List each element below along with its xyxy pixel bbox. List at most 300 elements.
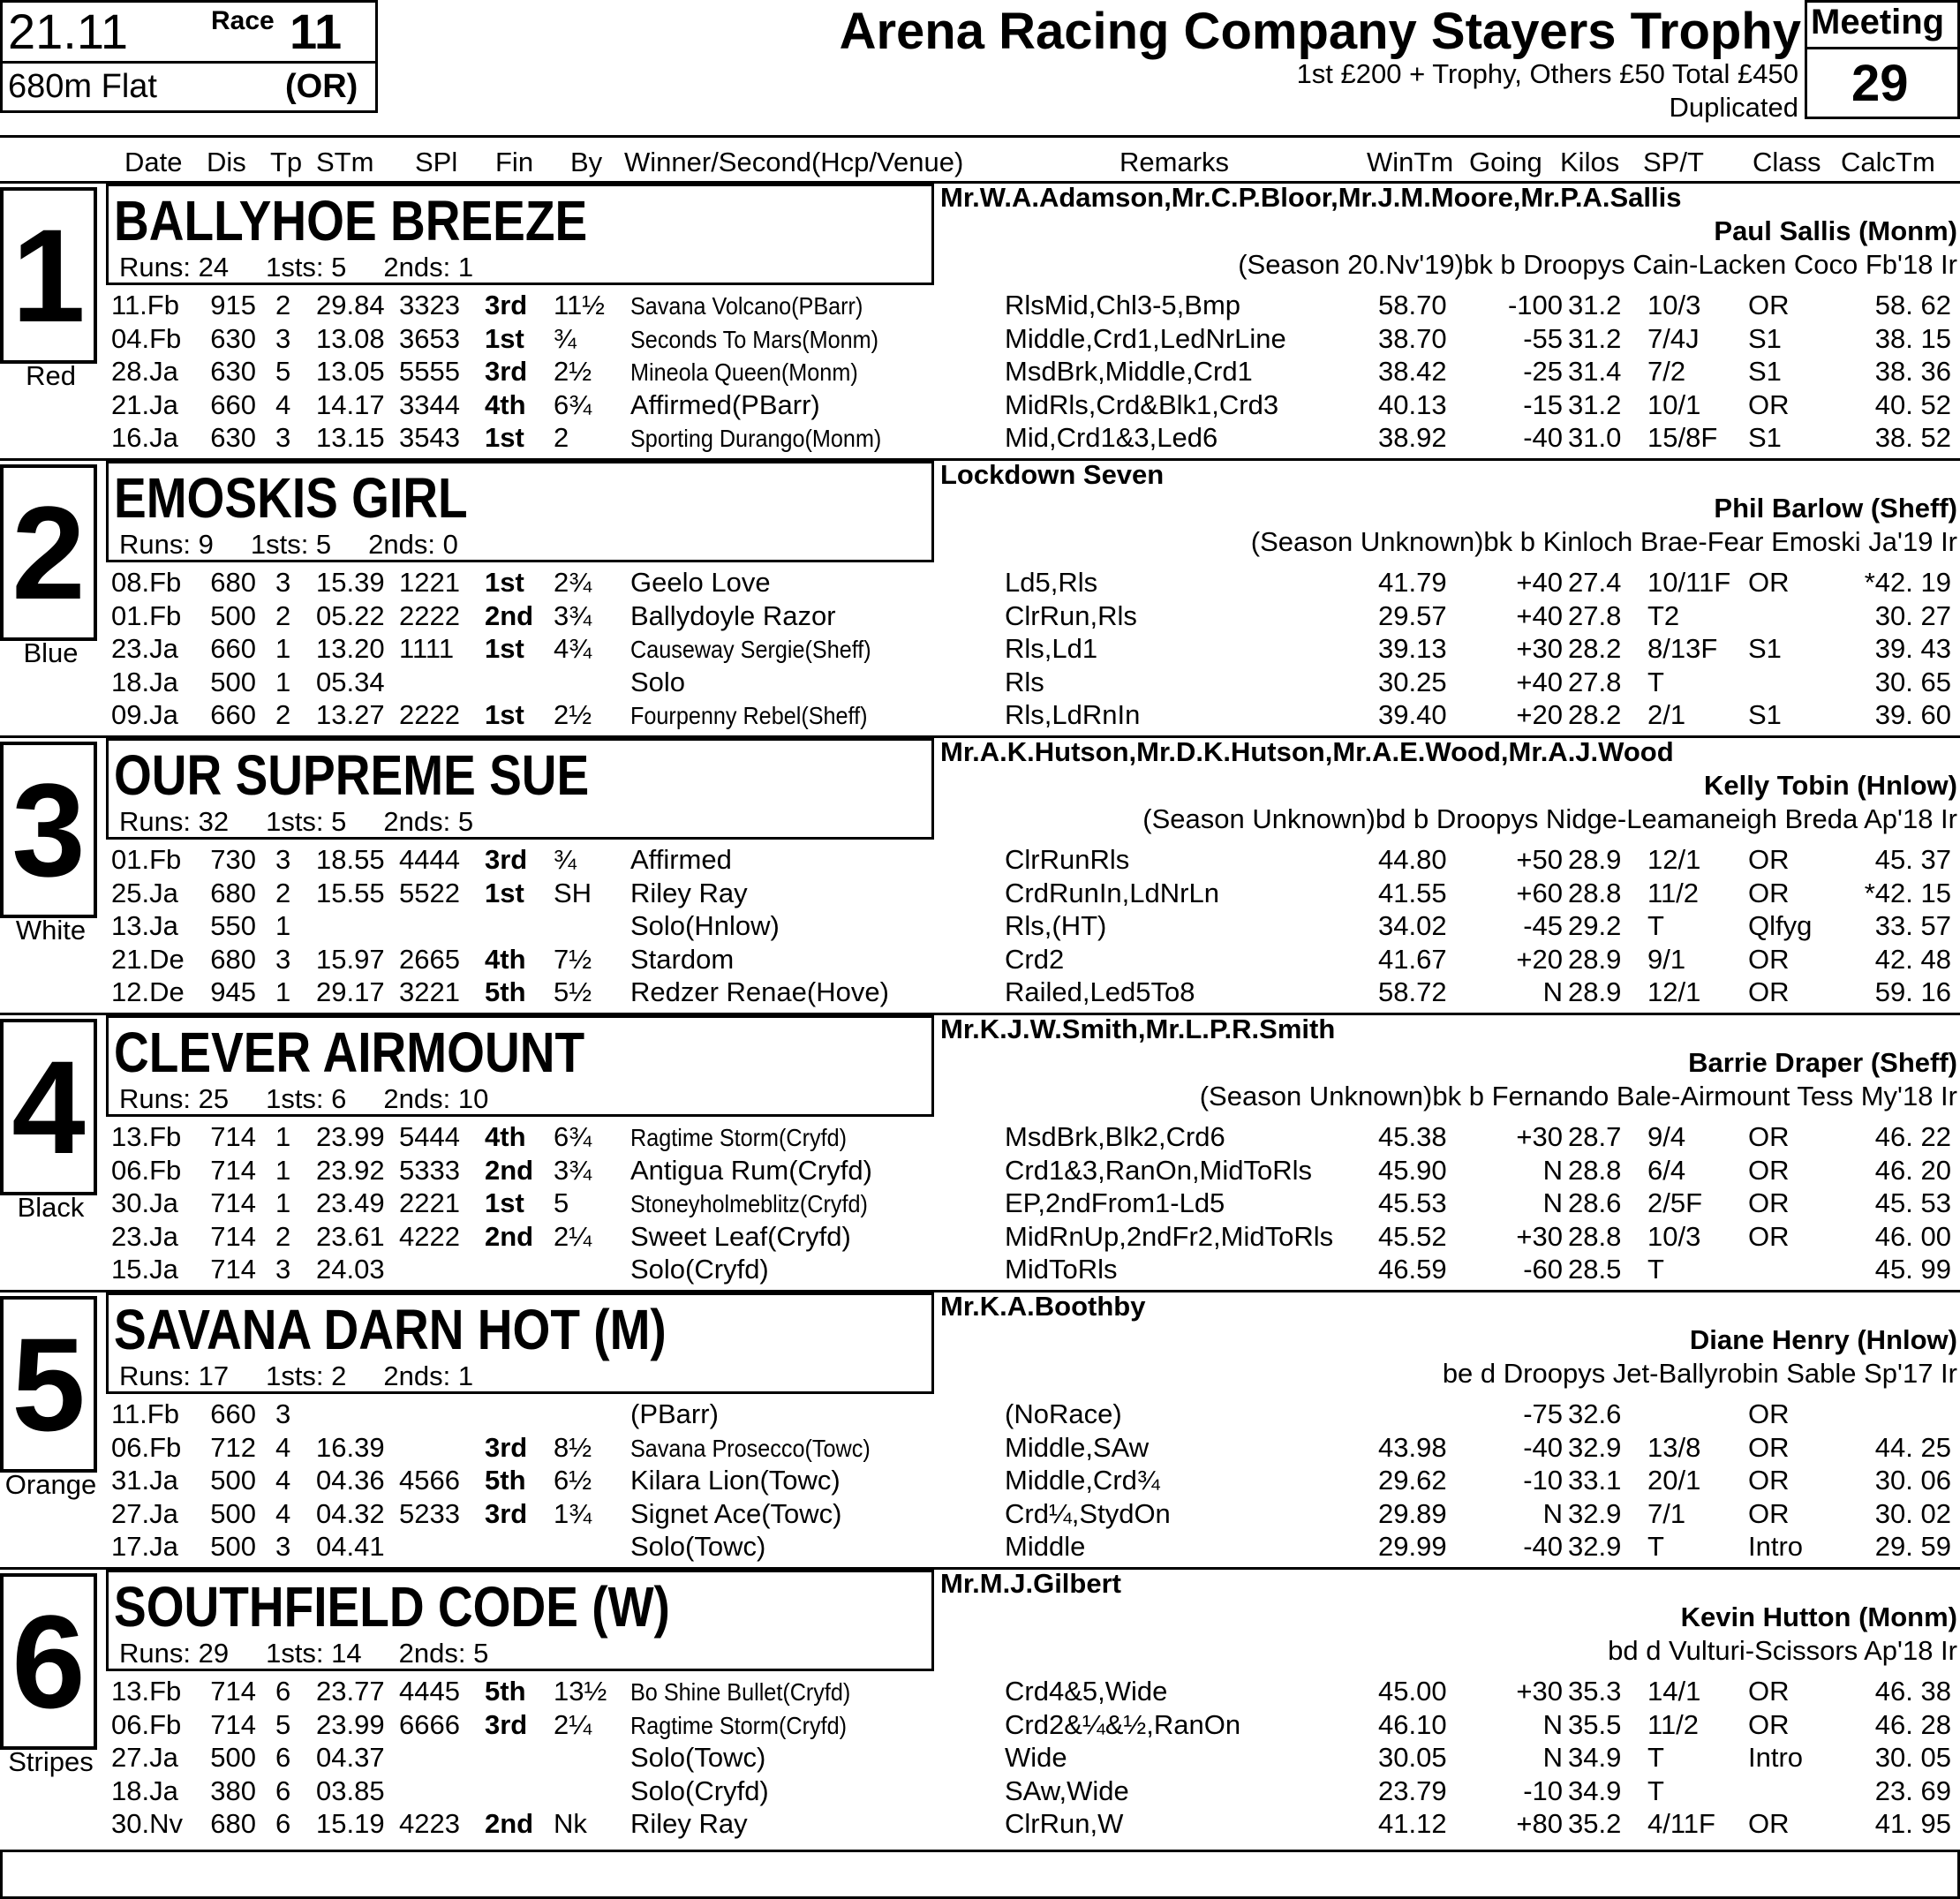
- form-cell-going: N: [1542, 1708, 1563, 1740]
- form-cell-spl: 4223: [399, 1808, 460, 1840]
- form-cell-wintm: 46.10: [1378, 1708, 1447, 1740]
- form-cell-fin: 1st: [485, 1187, 524, 1219]
- form-cell-stm: 15.39: [316, 567, 385, 598]
- form-row: [0, 1221, 1960, 1254]
- form-cell-by: 3¾: [554, 599, 592, 631]
- trap-number: 6: [0, 1573, 97, 1750]
- form-cell-remarks: Middle,Crd¾: [1005, 1465, 1160, 1496]
- form-cell-dis: 680: [210, 943, 256, 975]
- form-cell-date: 18.Ja: [111, 666, 178, 697]
- form-cell-stm: 16.39: [316, 1431, 385, 1463]
- form-cell-class: OR: [1748, 1465, 1790, 1496]
- form-cell-wintm: 41.55: [1378, 877, 1447, 908]
- form-cell-spl: 2222: [399, 699, 460, 731]
- form-cell-wintm: 29.57: [1378, 599, 1447, 631]
- form-cell-fin: 5th: [485, 1465, 526, 1496]
- runner-stat-firsts: 1sts: 14: [266, 1638, 362, 1669]
- form-cell-winner: [630, 1709, 871, 1741]
- form-cell-calctm: 46. 22: [1874, 1121, 1951, 1152]
- form-cell-tp: 3: [275, 567, 291, 598]
- form-cell-remarks: Crd¼,StydOn: [1005, 1497, 1171, 1529]
- col-winner: Winner/Second(Hcp/Venue): [624, 147, 964, 177]
- form-cell-spl: 3653: [399, 322, 460, 354]
- form-cell-dis: 500: [210, 1742, 256, 1774]
- form-cell-spt: 7/4J: [1647, 322, 1700, 354]
- form-cell-kilos: 35.5: [1568, 1708, 1622, 1740]
- form-cell-spt: 6/4: [1647, 1154, 1686, 1186]
- form-cell-fin: 2nd: [485, 1220, 534, 1252]
- form-cell-kilos: 28.6: [1568, 1187, 1622, 1219]
- form-cell-spl: 3221: [399, 976, 460, 1008]
- form-cell-going: +30: [1516, 1121, 1563, 1152]
- form-cell-dis: 680: [210, 1808, 256, 1840]
- form-cell-stm: 05.22: [316, 599, 385, 631]
- runner-name-box: [106, 1570, 934, 1671]
- form-row: [0, 422, 1960, 455]
- form-cell-class: OR: [1748, 1398, 1790, 1429]
- form-cell-tp: 1: [275, 666, 291, 697]
- form-cell-wintm: 39.40: [1378, 699, 1447, 731]
- form-cell-wintm: 58.70: [1378, 290, 1447, 320]
- form-cell-date: 04.Fb: [111, 322, 182, 354]
- form-cell-going: +40: [1516, 599, 1563, 631]
- runner-trainer: Diane Henry (Hnlow): [1689, 1324, 1957, 1355]
- form-cell-spt: 20/1: [1647, 1465, 1701, 1496]
- form-cell-remarks: Crd2&¼&½,RanOn: [1005, 1708, 1241, 1740]
- form-cell-dis: 630: [210, 356, 256, 388]
- form-row: [0, 1808, 1960, 1841]
- form-cell-remarks: Crd1&3,RanOn,MidToRls: [1005, 1154, 1313, 1186]
- form-cell-stm: 03.85: [316, 1775, 385, 1806]
- form-cell-stm: 14.17: [316, 388, 385, 420]
- form-winner-text: Stoneyholmeblitz(Cryfd): [630, 1190, 868, 1218]
- form-cell-class: OR: [1748, 1220, 1790, 1252]
- form-cell-spl: 5333: [399, 1154, 460, 1186]
- form-cell-stm: 05.34: [316, 666, 385, 697]
- form-cell-wintm: 46.59: [1378, 1254, 1447, 1285]
- form-row: [0, 1676, 1960, 1708]
- form-cell-spt: 14/1: [1647, 1676, 1701, 1707]
- form-cell-spt: 10/11F: [1647, 567, 1731, 598]
- form-cell-winner: [630, 1121, 871, 1153]
- form-cell-calctm: 39. 60: [1874, 699, 1951, 731]
- form-cell-stm: 04.36: [316, 1465, 385, 1496]
- form-cell-date: 13.Ja: [111, 910, 178, 942]
- col-wintm: WinTm: [1367, 147, 1454, 177]
- form-cell-fin: 3rd: [485, 356, 528, 388]
- form-cell-spl: 2221: [399, 1187, 460, 1219]
- col-spl: SPl: [415, 147, 458, 177]
- form-cell-class: OR: [1748, 943, 1790, 975]
- form-cell-remarks: RlsMid,Chl3-5,Bmp: [1005, 290, 1241, 320]
- trap-number: 5: [0, 1296, 97, 1473]
- col-date: Date: [124, 147, 183, 177]
- form-cell-date: 15.Ja: [111, 1254, 178, 1285]
- form-cell-fin: 4th: [485, 1121, 526, 1152]
- form-cell-dis: 714: [210, 1187, 256, 1219]
- form-cell-winner: [630, 1432, 897, 1464]
- form-cell-class: OR: [1748, 1431, 1790, 1463]
- form-cell-by: 2¾: [554, 567, 592, 598]
- runner-stat-runs: Runs: 32: [119, 806, 230, 837]
- form-cell-date: 16.Ja: [111, 422, 178, 454]
- form-cell-spl: 5444: [399, 1121, 460, 1152]
- runner-stat-runs: Runs: 29: [119, 1638, 230, 1669]
- form-cell-spl: 1111: [399, 633, 455, 665]
- form-cell-wintm: 39.13: [1378, 633, 1447, 665]
- form-cell-spl: 4444: [399, 844, 460, 875]
- form-cell-dis: 714: [210, 1676, 256, 1707]
- runner-trainer: Phil Barlow (Sheff): [1714, 493, 1957, 524]
- form-cell-going: +40: [1516, 567, 1563, 598]
- form-cell-calctm: 30. 05: [1874, 1742, 1951, 1774]
- form-cell-date: 18.Ja: [111, 1775, 178, 1806]
- form-cell-date: 21.Ja: [111, 388, 178, 420]
- form-cell-tp: 6: [275, 1742, 291, 1774]
- form-cell-class: OR: [1748, 1676, 1790, 1707]
- form-cell-going: N: [1542, 1497, 1563, 1529]
- form-cell-wintm: 23.79: [1378, 1775, 1447, 1806]
- runner-stats: [119, 1083, 525, 1115]
- form-cell-tp: 1: [275, 976, 291, 1008]
- runner-stat-runs: Runs: 25: [119, 1083, 230, 1114]
- form-cell-winner: Solo(Towc): [630, 1531, 766, 1563]
- form-cell-spt: 12/1: [1647, 976, 1701, 1008]
- form-cell-going: -75: [1523, 1398, 1563, 1429]
- form-cell-kilos: 28.2: [1568, 633, 1622, 665]
- form-cell-spt: 15/8F: [1647, 422, 1718, 454]
- form-cell-winner: Antigua Rum(Cryfd): [630, 1154, 872, 1186]
- form-cell-spt: T: [1647, 1254, 1664, 1285]
- form-cell-going: -10: [1523, 1775, 1563, 1806]
- form-cell-dis: 660: [210, 388, 256, 420]
- form-cell-remarks: MidRnUp,2ndFr2,MidToRls: [1005, 1220, 1334, 1252]
- race-box-divider: [3, 61, 375, 64]
- form-cell-wintm: 45.53: [1378, 1187, 1447, 1219]
- form-cell-remarks: MsdBrk,Blk2,Crd6: [1005, 1121, 1225, 1152]
- form-cell-calctm: 30. 02: [1874, 1497, 1951, 1529]
- form-cell-date: 01.Fb: [111, 599, 182, 631]
- form-cell-wintm: 38.92: [1378, 422, 1447, 454]
- runner-owner: Mr.A.K.Hutson,Mr.D.K.Hutson,Mr.A.E.Wood,Mr.A.J.Wood: [940, 736, 1674, 767]
- runner-stat-firsts: 1sts: 2: [266, 1360, 347, 1391]
- form-cell-fin: 1st: [485, 699, 524, 731]
- runner-name-box: [106, 1015, 934, 1117]
- runner-owner: Lockdown Seven: [940, 459, 1165, 490]
- trap-colour: Black: [17, 1192, 85, 1223]
- runner-breeding: bd d Vulturi-Scissors Ap'18 Ir: [1608, 1635, 1957, 1666]
- form-cell-stm: 04.32: [316, 1497, 385, 1529]
- form-cell-tp: 4: [275, 1497, 291, 1529]
- form-cell-going: N: [1542, 1187, 1563, 1219]
- form-cell-dis: 714: [210, 1220, 256, 1252]
- form-cell-stm: 13.27: [316, 699, 385, 731]
- form-cell-winner: Ballydoyle Razor: [630, 599, 836, 631]
- form-cell-date: 25.Ja: [111, 877, 178, 908]
- form-cell-spt: 13/8: [1647, 1431, 1701, 1463]
- form-cell-date: 06.Fb: [111, 1708, 182, 1740]
- form-cell-calctm: 45. 37: [1874, 844, 1951, 875]
- form-cell-remarks: SAw,Wide: [1005, 1775, 1129, 1806]
- race-time: 21.11: [8, 4, 128, 59]
- form-cell-remarks: EP,2ndFrom1-Ld5: [1005, 1187, 1225, 1219]
- runner-name-box: [106, 1292, 934, 1394]
- form-cell-calctm: 30. 65: [1874, 666, 1951, 697]
- form-cell-date: 13.Fb: [111, 1121, 182, 1152]
- runner-owner: Mr.M.J.Gilbert: [940, 1568, 1121, 1599]
- trap-colour: Stripes: [8, 1746, 94, 1777]
- trap-number: 1: [0, 187, 97, 364]
- form-cell-calctm: 30. 06: [1874, 1465, 1951, 1496]
- form-cell-kilos: 28.7: [1568, 1121, 1622, 1152]
- form-cell-stm: 29.17: [316, 976, 385, 1008]
- form-cell-class: OR: [1748, 567, 1790, 598]
- col-spt: SP/T: [1643, 147, 1704, 177]
- form-cell-fin: 3rd: [485, 290, 528, 320]
- form-cell-tp: 3: [275, 943, 291, 975]
- form-cell-winner: [630, 323, 906, 355]
- form-winner-text: Mineola Queen(Monm): [630, 358, 858, 387]
- form-cell-wintm: 43.98: [1378, 1431, 1447, 1463]
- form-row: [0, 633, 1960, 666]
- runner-stat-firsts: 1sts: 5: [250, 529, 332, 560]
- form-cell-tp: 2: [275, 599, 291, 631]
- form-winner-text: Bo Shine Bullet(Cryfd): [630, 1678, 851, 1706]
- form-cell-date: 31.Ja: [111, 1465, 178, 1496]
- form-cell-class: Intro: [1748, 1531, 1804, 1563]
- form-cell-stm: 24.03: [316, 1254, 385, 1285]
- form-winner-text: Sporting Durango(Monm): [630, 425, 882, 453]
- form-cell-going: +30: [1516, 1220, 1563, 1252]
- form-cell-date: 06.Fb: [111, 1154, 182, 1186]
- form-cell-spt: 4/11F: [1647, 1808, 1715, 1840]
- form-cell-going: +30: [1516, 1676, 1563, 1707]
- runner-name: SAVANA DARN HOT (M): [114, 1298, 667, 1361]
- form-cell-class: OR: [1748, 388, 1790, 420]
- form-cell-remarks: (NoRace): [1005, 1398, 1122, 1429]
- form-row: [0, 1187, 1960, 1220]
- race-title: Arena Racing Company Stayers Trophy: [839, 3, 1801, 60]
- form-cell-class: S1: [1748, 356, 1782, 388]
- col-calctm: CalcTm: [1841, 147, 1935, 177]
- col-tp: Tp: [270, 147, 303, 177]
- form-cell-date: 09.Ja: [111, 699, 178, 731]
- trap-colour: Blue: [23, 637, 79, 668]
- meeting-box: [1805, 0, 1960, 119]
- form-cell-by: 6¾: [554, 388, 592, 420]
- form-cell-spt: 11/2: [1647, 1708, 1700, 1740]
- form-cell-going: -10: [1523, 1465, 1563, 1496]
- form-cell-class: OR: [1748, 844, 1790, 875]
- form-cell-kilos: 34.9: [1568, 1742, 1622, 1774]
- form-cell-by: 4¾: [554, 633, 592, 665]
- form-cell-stm: 23.99: [316, 1121, 385, 1152]
- form-cell-spl: 5555: [399, 356, 460, 388]
- form-winner-text: Ragtime Storm(Cryfd): [630, 1711, 848, 1739]
- form-cell-stm: 23.77: [316, 1676, 385, 1707]
- form-cell-winner: Solo(Hnlow): [630, 910, 780, 942]
- form-cell-dis: 660: [210, 699, 256, 731]
- form-cell-winner: Sweet Leaf(Cryfd): [630, 1220, 851, 1252]
- form-cell-winner: Affirmed: [630, 844, 732, 875]
- runner-breeding: (Season 20.Nv'19)bk b Droopys Cain-Lacken Coco Fb'18 Ir: [1238, 249, 1957, 280]
- form-row: [0, 290, 1960, 322]
- form-cell-winner: Riley Ray: [630, 877, 748, 908]
- form-cell-calctm: 46. 38: [1874, 1676, 1951, 1707]
- form-cell-date: 17.Ja: [111, 1531, 178, 1563]
- form-cell-date: 30.Nv: [111, 1808, 183, 1840]
- form-cell-remarks: Wide: [1005, 1742, 1067, 1774]
- form-cell-winner: Riley Ray: [630, 1808, 748, 1840]
- form-cell-tp: 1: [275, 633, 291, 665]
- form-cell-stm: 23.61: [316, 1220, 385, 1252]
- form-cell-spt: 10/3: [1647, 290, 1701, 320]
- form-cell-spl: 3323: [399, 290, 460, 320]
- form-cell-date: 28.Ja: [111, 356, 178, 388]
- form-cell-tp: 2: [275, 1220, 291, 1252]
- form-cell-tp: 5: [275, 356, 291, 388]
- form-cell-dis: 500: [210, 666, 256, 697]
- form-cell-fin: 3rd: [485, 1497, 528, 1529]
- form-row: [0, 1465, 1960, 1497]
- form-cell-wintm: 41.12: [1378, 1808, 1447, 1840]
- form-row: [0, 910, 1960, 943]
- form-cell-spt: T: [1647, 666, 1664, 697]
- form-cell-spl: 5522: [399, 877, 460, 908]
- form-cell-spt: 11/2: [1647, 877, 1700, 908]
- form-cell-wintm: 34.02: [1378, 910, 1447, 942]
- form-cell-spl: 2665: [399, 943, 460, 975]
- form-cell-tp: 1: [275, 1154, 291, 1186]
- form-cell-by: 13½: [554, 1676, 607, 1707]
- form-cell-fin: 5th: [485, 1676, 526, 1707]
- form-cell-date: 11.Fb: [111, 1398, 179, 1429]
- runner-stats: [119, 806, 510, 838]
- form-row: [0, 1398, 1960, 1431]
- form-cell-fin: 1st: [485, 567, 524, 598]
- form-cell-tp: 6: [275, 1775, 291, 1806]
- form-cell-winner: Affirmed(PBarr): [630, 388, 820, 420]
- form-cell-winner: Signet Ace(Towc): [630, 1497, 842, 1529]
- form-cell-going: +50: [1516, 844, 1563, 875]
- form-cell-by: 1¾: [554, 1497, 592, 1529]
- form-cell-fin: 1st: [485, 322, 524, 354]
- form-cell-spl: 3344: [399, 388, 460, 420]
- form-cell-dis: 712: [210, 1431, 256, 1463]
- form-cell-spt: T2: [1647, 599, 1680, 631]
- form-cell-remarks: ClrRunRls: [1005, 844, 1130, 875]
- runner-trainer: Kevin Hutton (Monm): [1680, 1601, 1957, 1632]
- form-cell-stm: 13.20: [316, 633, 385, 665]
- form-cell-winner: [630, 422, 909, 454]
- runner-breeding: (Season Unknown)bk b Fernando Bale-Airmount Tess My'18 Ir: [1199, 1081, 1957, 1112]
- trap-colour: Red: [26, 360, 76, 391]
- form-row: [0, 356, 1960, 388]
- form-cell-dis: 500: [210, 1497, 256, 1529]
- form-cell-kilos: 34.9: [1568, 1775, 1622, 1806]
- form-cell-wintm: 40.13: [1378, 388, 1447, 420]
- form-cell-going: +20: [1516, 699, 1563, 731]
- form-cell-stm: 15.97: [316, 943, 385, 975]
- form-cell-tp: 6: [275, 1808, 291, 1840]
- form-cell-tp: 4: [275, 1465, 291, 1496]
- form-cell-dis: 380: [210, 1775, 256, 1806]
- form-cell-wintm: 44.80: [1378, 844, 1447, 875]
- form-cell-kilos: 27.8: [1568, 666, 1622, 697]
- form-cell-winner: Solo(Cryfd): [630, 1254, 769, 1285]
- runner-stat-seconds: 2nds: 5: [398, 1638, 489, 1669]
- form-cell-date: 12.De: [111, 976, 185, 1008]
- form-cell-wintm: 29.62: [1378, 1465, 1447, 1496]
- form-cell-calctm: 29. 59: [1874, 1531, 1951, 1563]
- form-cell-going: -25: [1523, 356, 1563, 388]
- form-cell-fin: 3rd: [485, 1708, 528, 1740]
- form-cell-kilos: 28.9: [1568, 844, 1622, 875]
- form-cell-dis: 500: [210, 1531, 256, 1563]
- form-cell-kilos: 29.2: [1568, 910, 1622, 942]
- form-cell-calctm: 58. 62: [1874, 290, 1951, 320]
- form-cell-going: +20: [1516, 943, 1563, 975]
- form-cell-class: S1: [1748, 699, 1782, 731]
- form-cell-remarks: MidToRls: [1005, 1254, 1118, 1285]
- form-winner-text: Ragtime Storm(Cryfd): [630, 1124, 848, 1151]
- col-remarks: Remarks: [1119, 147, 1230, 177]
- form-cell-class: Qlfyg: [1748, 910, 1813, 942]
- race-prizes: 1st £200 + Trophy, Others £50 Total £450: [1296, 58, 1798, 89]
- form-cell-by: 11½: [554, 290, 606, 320]
- form-cell-remarks: Middle,SAw: [1005, 1431, 1150, 1463]
- form-cell-calctm: 33. 57: [1874, 910, 1951, 942]
- form-cell-fin: 2nd: [485, 1154, 534, 1186]
- form-cell-tp: 3: [275, 1531, 291, 1563]
- form-cell-by: ¾: [554, 322, 577, 354]
- form-cell-class: OR: [1748, 1497, 1790, 1529]
- form-cell-kilos: 28.8: [1568, 877, 1622, 908]
- form-cell-spt: 8/13F: [1647, 633, 1718, 665]
- form-cell-spt: 7/1: [1647, 1497, 1686, 1529]
- form-cell-calctm: 46. 28: [1874, 1708, 1951, 1740]
- form-cell-spt: 2/5F: [1647, 1187, 1703, 1219]
- form-cell-kilos: 28.8: [1568, 1220, 1622, 1252]
- form-cell-going: -40: [1523, 1531, 1563, 1563]
- runner-name: BALLYHOE BREEZE: [114, 189, 588, 252]
- form-cell-tp: 2: [275, 290, 291, 320]
- form-cell-dis: 714: [210, 1154, 256, 1186]
- form-cell-class: OR: [1748, 976, 1790, 1008]
- runner-name-box: [106, 461, 934, 562]
- form-cell-fin: 2nd: [485, 599, 534, 631]
- form-cell-date: 23.Ja: [111, 1220, 178, 1252]
- form-cell-stm: 15.19: [316, 1808, 385, 1840]
- form-cell-wintm: 29.99: [1378, 1531, 1447, 1563]
- form-cell-remarks: MidRls,Crd&Blk1,Crd3: [1005, 388, 1279, 420]
- form-cell-stm: 13.05: [316, 356, 385, 388]
- form-cell-dis: 630: [210, 422, 256, 454]
- form-cell-by: 5: [554, 1187, 569, 1219]
- form-cell-by: 6¾: [554, 1121, 592, 1152]
- form-cell-remarks: Crd2: [1005, 943, 1065, 975]
- form-cell-calctm: 38. 52: [1874, 422, 1951, 454]
- form-cell-by: 2: [554, 422, 569, 454]
- form-cell-class: OR: [1748, 1187, 1790, 1219]
- form-cell-calctm: 40. 52: [1874, 388, 1951, 420]
- form-cell-spl: 4445: [399, 1676, 460, 1707]
- duplicated-label: Duplicated: [1669, 92, 1798, 123]
- form-cell-dis: 500: [210, 599, 256, 631]
- form-cell-spl: 1221: [399, 567, 460, 598]
- form-cell-remarks: Mid,Crd1&3,Led6: [1005, 422, 1218, 454]
- col-class: Class: [1753, 147, 1821, 177]
